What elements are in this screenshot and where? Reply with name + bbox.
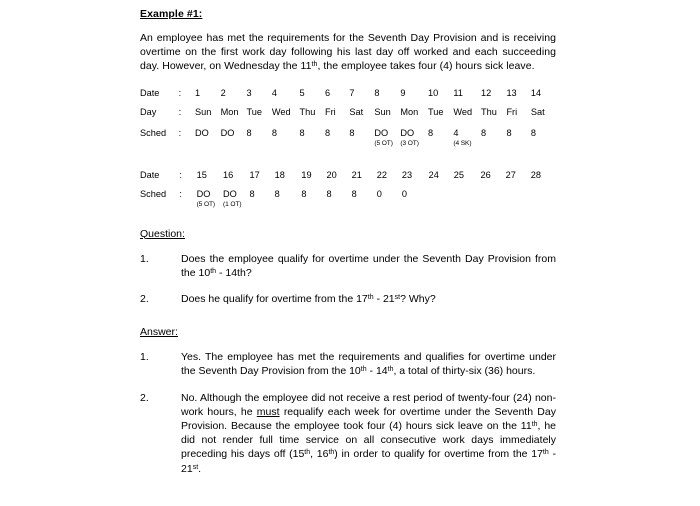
question-text-1 — [181, 252, 556, 280]
sched-value-6: 8 — [349, 127, 355, 138]
q1-part1: Does the employee qualify for overtime under the Seventh Day Provision from the 10 — [181, 252, 556, 279]
sched-value-11: 8 — [480, 127, 487, 138]
cell2-date-11: 26 — [480, 169, 491, 180]
sched2-value-0: DO — [196, 188, 211, 199]
row2-colon-sched: : — [179, 188, 182, 199]
question-text-2 — [181, 292, 556, 306]
intro-superscript: th — [311, 61, 318, 69]
sched2-note-12 — [506, 189, 531, 191]
table2-row-date — [140, 170, 556, 189]
cell-sched-12 — [506, 128, 530, 149]
sched-value-10: 4 — [453, 127, 459, 138]
sched2-value-2: 8 — [249, 188, 255, 199]
cell2-date-8: 23 — [401, 169, 413, 180]
a2-part3: , he did not render full time service on all consecutive work days immediately preceding his days off (15 — [181, 420, 556, 461]
q2-part3: ? Why? — [400, 293, 436, 306]
cell2-sched-3 — [275, 189, 302, 210]
answer-heading: Answer: — [140, 326, 178, 339]
cell-sched-0 — [195, 128, 221, 149]
a1-sup1: th — [360, 366, 367, 374]
schedule-table-1 — [140, 88, 556, 149]
q2-part1: Does he qualify for overtime from the 17 — [181, 293, 368, 306]
answer-item-2 — [140, 379, 556, 476]
cell-date-7: 8 — [374, 87, 380, 98]
cell2-sched-2 — [249, 189, 274, 210]
answer-section — [140, 306, 556, 476]
row-colon-date: : — [178, 87, 182, 98]
table-row-sched — [140, 128, 556, 149]
row-colon-day: : — [178, 106, 182, 117]
cell-day-10: Wed — [453, 106, 473, 117]
cell-sched-9 — [428, 128, 453, 149]
schedule-table-2 — [140, 170, 556, 210]
sched-note-10: (4 SK) — [453, 140, 472, 148]
cell2-sched-0 — [197, 189, 223, 210]
question-heading: Question: — [140, 227, 185, 240]
cell-day-4: Thu — [299, 106, 316, 117]
row-colon-sched: : — [178, 127, 182, 138]
cell2-date-4: 19 — [301, 169, 312, 180]
sched-value-12: 8 — [506, 127, 512, 138]
row-label-day: Day — [140, 106, 157, 117]
sched2-value-4: 8 — [301, 188, 307, 199]
schedule-table-1-block — [140, 74, 556, 149]
answer-text-2 — [181, 391, 556, 476]
sched2-value-7: 0 — [376, 188, 382, 199]
a2-sup1: th — [531, 420, 538, 428]
cell-day-0: Sun — [195, 106, 212, 117]
cell-sched-10 — [453, 128, 481, 149]
cell-sched-6 — [349, 128, 374, 149]
cell-date-12: 13 — [506, 87, 517, 98]
cell-day-12: Fri — [506, 106, 518, 117]
cell-date-2: 3 — [246, 87, 252, 98]
cell-sched-11 — [481, 128, 506, 149]
cell2-date-6: 21 — [351, 169, 362, 180]
cell2-sched-4 — [301, 189, 326, 210]
a1-sup2: th — [387, 366, 394, 374]
intro-text-part2: , the employee takes four (4) hours sick leave. — [317, 60, 535, 73]
sched-value-5: 8 — [324, 127, 331, 138]
cell-sched-13 — [531, 128, 556, 149]
cell2-date-5: 20 — [326, 169, 337, 180]
cell-sched-1 — [221, 128, 247, 149]
document-page — [140, 0, 556, 476]
cell2-date-9: 24 — [428, 169, 439, 180]
intro-text-part1: An employee has met the requirements for the Seventh Day Provision and is receiving overtime on the first work day following his last day off worked and each succeeding day. However, on Wednesday the 11 — [140, 32, 556, 73]
a2-part7: . — [198, 462, 202, 475]
question-item-1 — [140, 240, 556, 280]
a1-part2: - 14 — [366, 365, 388, 378]
cell-sched-7 — [374, 128, 400, 149]
cell-date-1: 2 — [220, 87, 226, 98]
sched2-note-10 — [454, 189, 481, 191]
cell2-sched-10 — [454, 189, 481, 210]
a2-part4: , 16 — [310, 448, 329, 461]
a2-sup5: st — [192, 463, 199, 471]
sched2-note-1: (1 OT) — [223, 201, 242, 209]
cell-day-1: Mon — [220, 106, 239, 117]
cell-day-9: Tue — [427, 106, 444, 117]
row2-label-sched: Sched — [140, 188, 167, 199]
row2-label-date: Date — [140, 169, 160, 180]
q1-part2: - 14th? — [216, 266, 252, 279]
a2-sup3: th — [328, 449, 335, 457]
cell-date-13: 14 — [530, 87, 542, 98]
cell-date-0: 1 — [195, 87, 201, 98]
cell-day-6: Sat — [349, 106, 364, 117]
sched2-note-11 — [481, 189, 506, 191]
q2-part2: - 21 — [373, 293, 395, 306]
cell-day-3: Wed — [271, 106, 291, 117]
question-number-1: 1. — [140, 252, 149, 265]
cell2-date-10: 25 — [453, 169, 464, 180]
a1-part1: Yes. The employee has met the requirements and qualifies for overtime under the Seventh Day Provision from the 10 — [181, 351, 556, 378]
cell2-date-0: 15 — [196, 169, 207, 180]
row-label-date: Date — [140, 87, 160, 98]
table-row-day — [140, 107, 556, 128]
a2-part5: ) in order to qualify for overtime from the 17 — [334, 448, 543, 461]
sched2-value-5: 8 — [326, 188, 332, 199]
sched-value-1: DO — [220, 127, 235, 138]
a2-sup2: th — [304, 449, 311, 457]
cell-day-2: Tue — [246, 106, 262, 117]
row-label-sched: Sched — [140, 127, 167, 138]
cell2-date-3: 18 — [274, 169, 285, 180]
cell2-sched-9 — [429, 189, 454, 210]
a1-part3: , a total of thirty-six (36) hours. — [393, 365, 536, 378]
cell-sched-2 — [246, 128, 271, 149]
cell2-sched-8 — [402, 189, 429, 210]
a2-part2: requalify each week for overtime under the Seventh Day Provision. Because the employee took four (4) hours sick leave on the 11 — [181, 405, 556, 433]
cell-sched-4 — [300, 128, 325, 149]
cell-date-3: 4 — [271, 87, 277, 98]
cell-date-11: 12 — [480, 87, 492, 98]
cell-sched-8 — [400, 128, 428, 149]
cell-date-10: 11 — [453, 87, 463, 98]
sched2-note-0: (5 OT) — [196, 201, 216, 209]
cell2-sched-1 — [223, 189, 249, 210]
answer-number-2: 2. — [140, 391, 149, 404]
cell2-sched-13 — [531, 189, 556, 210]
sched-value-8: DO — [400, 127, 415, 138]
cell-date-6: 7 — [349, 87, 355, 98]
sched-value-0: DO — [195, 127, 209, 138]
cell-date-9: 10 — [427, 87, 439, 98]
question-item-2 — [140, 280, 556, 306]
cell-date-8: 9 — [400, 87, 406, 98]
answer-number-1: 1. — [140, 351, 149, 364]
a2-part1: No. Although the employee did not receive a rest period of twenty-four (24) non-work hours, he — [181, 391, 556, 418]
question-number-2: 2. — [140, 293, 149, 306]
cell-sched-3 — [272, 128, 300, 149]
q1-sup1: th — [210, 267, 217, 275]
sched-note-7: (5 OT) — [374, 140, 393, 148]
sched2-value-6: 8 — [351, 188, 357, 199]
cell2-sched-6 — [352, 189, 377, 210]
sched-value-7: DO — [374, 127, 389, 138]
answer-text-1 — [181, 350, 556, 378]
row2-colon-date: : — [179, 169, 182, 180]
cell2-date-12: 27 — [505, 169, 516, 180]
sched-value-3: 8 — [271, 127, 277, 138]
cell-day-5: Fri — [324, 106, 336, 117]
cell2-date-1: 16 — [223, 169, 234, 180]
q2-sup2: st — [394, 293, 401, 301]
a2-part6: - 21 — [181, 448, 556, 475]
question-section — [140, 210, 556, 307]
sched-value-4: 8 — [299, 127, 305, 138]
a2-sup4: th — [542, 449, 549, 457]
page-title: Example #1: — [140, 8, 203, 20]
sched2-note-13 — [531, 189, 556, 191]
cell2-sched-12 — [506, 189, 531, 210]
cell-day-11: Thu — [480, 106, 497, 117]
table2-row-sched — [140, 189, 556, 210]
cell2-date-2: 17 — [249, 169, 260, 180]
sched-note-8: (3 OT) — [400, 140, 419, 148]
sched-value-13: 8 — [530, 127, 536, 138]
cell-sched-5 — [325, 128, 349, 149]
sched2-value-8: 0 — [401, 188, 407, 199]
sched2-value-1: DO — [223, 188, 237, 199]
sched2-value-3: 8 — [274, 188, 280, 199]
intro-paragraph — [140, 20, 556, 74]
sched-value-2: 8 — [246, 127, 252, 138]
a2-emphasis-must: must — [256, 405, 280, 418]
sched2-note-9 — [429, 189, 454, 191]
cell2-sched-7 — [377, 189, 402, 210]
cell2-date-7: 22 — [376, 169, 387, 180]
answer-item-1 — [140, 338, 556, 378]
cell2-sched-11 — [481, 189, 506, 210]
cell-date-5: 6 — [324, 87, 331, 98]
table-row-date — [140, 88, 556, 107]
sched-value-9: 8 — [427, 127, 434, 138]
cell2-date-13: 28 — [530, 169, 541, 180]
cell-day-7: Sun — [374, 106, 391, 117]
cell-day-13: Sat — [530, 106, 545, 117]
schedule-table-2-block — [140, 149, 556, 210]
cell-day-8: Mon — [400, 106, 419, 117]
cell2-sched-5 — [327, 189, 352, 210]
cell-date-4: 5 — [299, 87, 305, 98]
q2-sup1: th — [367, 293, 374, 301]
